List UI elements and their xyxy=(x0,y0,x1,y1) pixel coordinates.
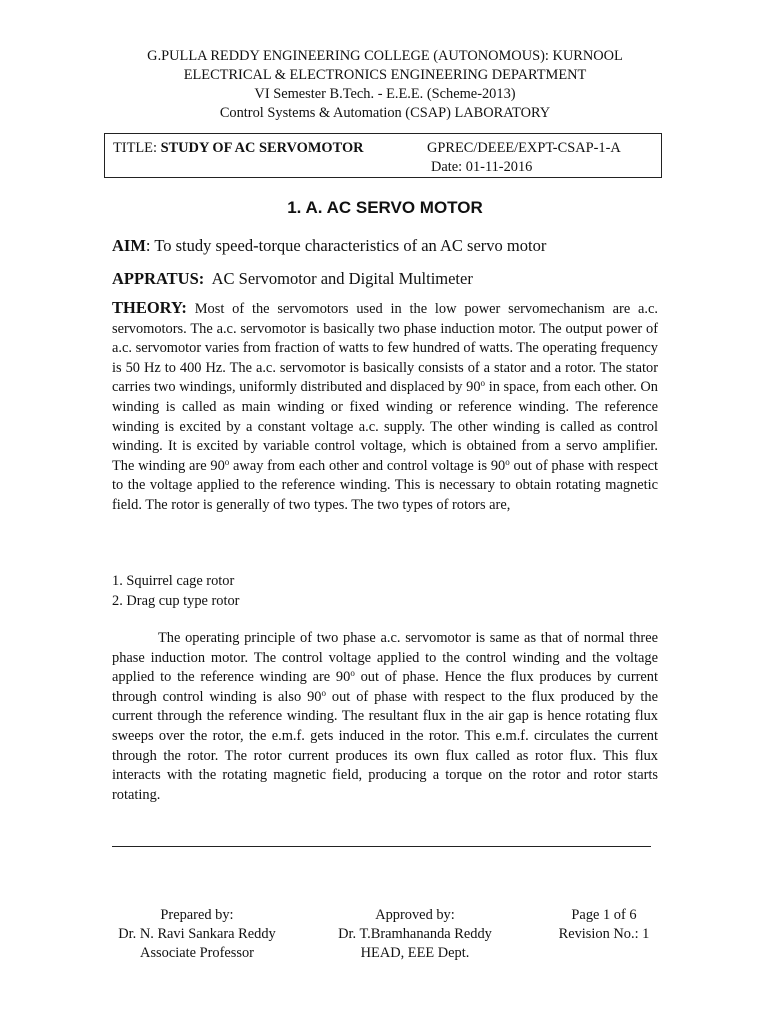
prepared-role: Associate Professor xyxy=(140,945,254,961)
section-heading: 1. A. AC SERVO MOTOR xyxy=(287,198,483,217)
principle-text-2: out of phase. Hence the flux produces by current through control winding is also 90 xyxy=(112,669,658,705)
degree-sup: o xyxy=(480,378,486,389)
list-item: 1. Squirrel cage rotor xyxy=(112,573,235,589)
title-value: STUDY OF AC SERVOMOTOR xyxy=(160,140,364,156)
aim-line xyxy=(112,236,546,256)
department-name: ELECTRICAL & ELECTRONICS ENGINEERING DEPARTMENT xyxy=(183,67,587,83)
approved-by-block xyxy=(330,906,500,963)
theory-text-2: in space, from each other. On winding is called as main winding or fixed winding or reference winding. The reference winding is excited by a constant voltage a.c. supply. The other winding is called as control winding. It is excited by variable control voltage, which is obtained from a servo amplifier. The winding are 90 xyxy=(112,379,659,474)
rotor-types-list xyxy=(112,571,239,611)
theory-label: THEORY: xyxy=(112,298,187,317)
approved-role: HEAD, EEE Dept. xyxy=(360,945,470,961)
principle-paragraph xyxy=(112,629,658,805)
document-header xyxy=(0,47,770,123)
page-number: Page 1 of 6 xyxy=(571,907,637,923)
apparatus-line xyxy=(112,269,473,289)
apparatus-text: AC Servomotor and Digital Multimeter xyxy=(211,269,473,288)
theory-text-3: away from each other and control voltage is 90 xyxy=(229,457,506,474)
degree-sup: o xyxy=(350,668,355,679)
principle-text-1: The operating principle of two phase a.c. servomotor is same as that of normal three phase induction motor. The control voltage applied to the control winding and the voltage applied to the reference winding are 90 xyxy=(112,630,658,686)
title-label: TITLE: xyxy=(113,140,157,156)
list-item: 2. Drag cup type rotor xyxy=(112,593,240,609)
experiment-title xyxy=(113,139,364,158)
laboratory-name: Control Systems & Automation (CSAP) LABORATORY xyxy=(219,105,551,121)
revision-number: Revision No.: 1 xyxy=(558,926,650,942)
theory-paragraph xyxy=(112,298,658,516)
aim-text: : To study speed-torque characteristics of an AC servo motor xyxy=(145,236,547,255)
theory-text-1: Most of the servomotors used in the low power servomechanism are a.c. servomotors. The a.c. servomotor is basically two phase induction motor. The output power of a.c. servomotor varies from fraction of watts to few hundred of watts. The operating frequency is 50 Hz to 400 Hz. The a.c. servomotor is basically consists of a stator and a rotor. The stator carries two windings, uniformly distributed and displaced by 90 xyxy=(112,301,658,396)
theory-text-4: out of phase with respect to the voltage applied to the reference winding. This is necessary to obtain rotating magnetic field. The rotor is generally of two types. The two types of rotors are, xyxy=(112,457,659,513)
college-name: G.PULLA REDDY ENGINEERING COLLEGE (AUTONOMOUS): KURNOOL xyxy=(147,48,623,64)
footer-divider xyxy=(112,846,651,847)
degree-sup: o xyxy=(224,456,230,467)
experiment-date: Date: 01-11-2016 xyxy=(431,159,533,175)
page-info-block xyxy=(552,906,656,944)
title-box xyxy=(104,133,662,178)
experiment-code: GPREC/DEEE/EXPT-CSAP-1-A xyxy=(427,140,621,156)
principle-text-3: out of phase with respect to the flux produced by the current through the reference winding. The resultant flux in the air gap is hence rotating flux sweeps over the rotor, the e.m.f. gets induced in the rotor. This e.m.f. circulates the current through the rotor. The rotor current produces its own flux called as rotor flux. This flux interacts with the rotating magnetic field, producing a torque on the rotor and rotor starts rotating. xyxy=(112,688,658,803)
approved-label: Approved by: xyxy=(375,907,455,923)
prepared-by-block xyxy=(112,906,282,963)
approved-name: Dr. T.Bramhananda Reddy xyxy=(338,926,492,942)
aim-label: AIM xyxy=(112,236,146,255)
degree-sup: o xyxy=(321,687,326,698)
apparatus-label: APPRATUS: xyxy=(112,269,205,288)
prepared-label: Prepared by: xyxy=(160,907,234,923)
prepared-name: Dr. N. Ravi Sankara Reddy xyxy=(118,926,276,942)
semester-line: VI Semester B.Tech. - E.E.E. (Scheme-2013) xyxy=(254,86,516,102)
experiment-meta xyxy=(427,139,621,177)
degree-sup: o xyxy=(505,456,510,467)
